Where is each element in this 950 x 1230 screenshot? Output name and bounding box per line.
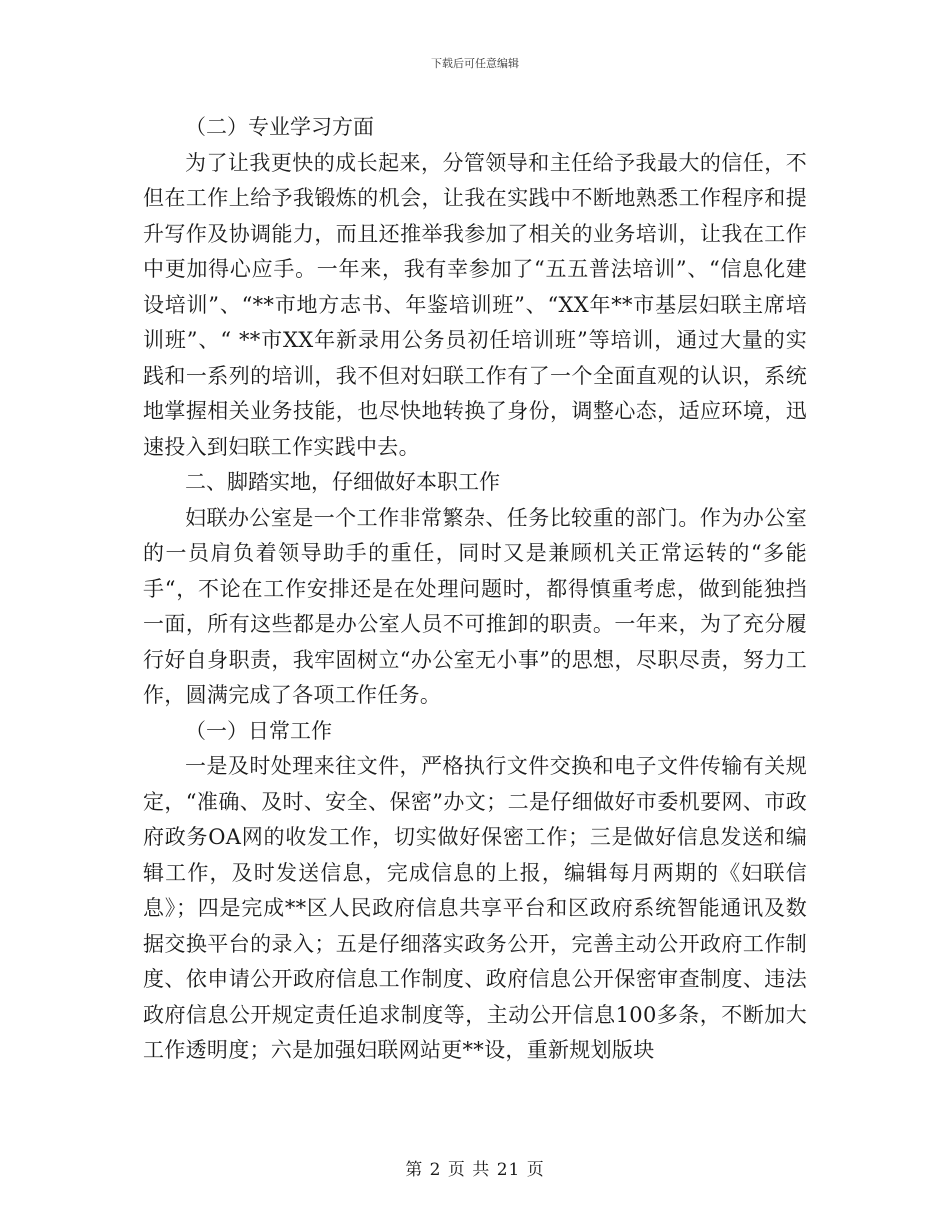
section-heading-professional-study: （二）专业学习方面 [185, 115, 374, 139]
paragraph-office-role: 妇联办公室是一个工作非常繁杂、任务比较重的部门。作为办公室的一员肩负着领导助手的重任，同时又是兼顾机关正常运转的“多能手“，不论在工作安排还是在处理问题时，都得慎重考虑，做到能独挡一面，所有这些都是办公室人员不可推卸的职责。一年来，为了充分履行好自身职责，我牢固树立“办公室无小事”的思想，尽职尽责，努力工作，圆满完成了各项工作任务。 [143, 505, 807, 707]
document-body [143, 110, 807, 1069]
paragraph-training: 为了让我更快的成长起来，分管领导和主任给予我最大的信任，不但在工作上给予我锻炼的机会，让我在实践中不断地熟悉工作程序和提升写作及协调能力，而且还推举我参加了相关的业务培训，让我在工作中更加得心应手。一年来，我有幸参加了“五五普法培训”、“信息化建设培训”、“**市地方志书、年鉴培训班”、“XX年**市基层妇联主席培训班”、“ **市XX年新录用公务员初任培训班”等培训，通过大量的实践和一系列的培训，我不但对妇联工作有了一个全面直观的认识，系统地掌握相关业务技能，也尽快地转换了身份，调整心态，适应环境，迅速投入到妇联工作实践中去。 [143, 150, 807, 459]
section-heading-duties: 二、脚踏实地，仔细做好本职工作 [185, 470, 500, 494]
paragraph-daily-tasks: 一是及时处理来往文件，严格执行文件交换和电子文件传输有关规定，“准确、及时、安全、保密”办文；二是仔细做好市委机要网、市政府政务OA网的收发工作，切实做好保密工作；三是做好信息发送和编辑工作，及时发送信息，完成信息的上报，编辑每月两期的《妇联信息》；四是完成**区人民政府信息共享平台和区政府系统智能通讯及数据交换平台的录入；五是仔细落实政务公开，完善主动公开政府工作制度、依申请公开政府信息工作制度、政府信息公开保密审查制度、违法政府信息公开规定责任追求制度等，主动公开信息100多条，不断加大工作透明度；六是加强妇联网站更**设，重新规划版块 [143, 754, 807, 1062]
header-note: 下载后可任意编辑 [431, 57, 519, 70]
page-number-footer: 第 2 页 共 21 页 [405, 1160, 545, 1180]
section-heading-daily-work: （一）日常工作 [185, 718, 332, 743]
